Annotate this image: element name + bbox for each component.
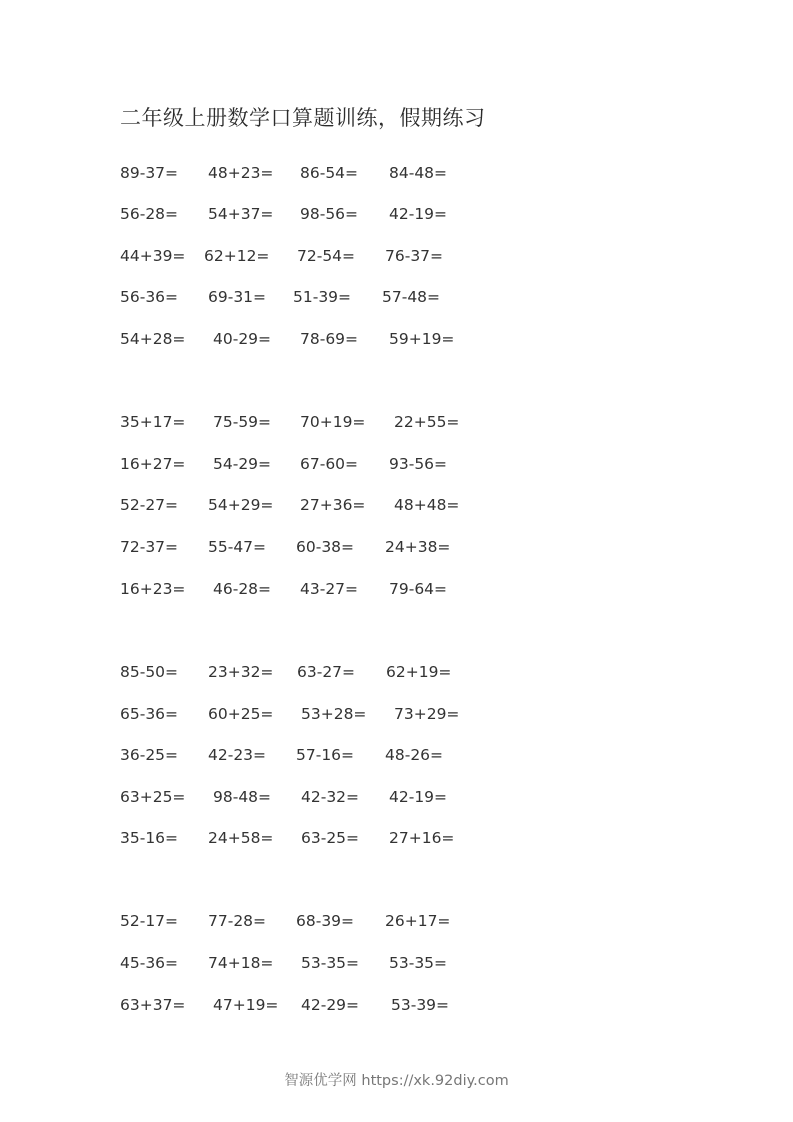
arithmetic-problem: 98-56= (300, 205, 359, 223)
arithmetic-problem: 89-37= (120, 164, 179, 182)
problem-row (0, 493, 793, 517)
arithmetic-problem: 22+55= (394, 413, 460, 431)
arithmetic-problem: 53+28= (301, 705, 367, 723)
arithmetic-problem: 85-50= (120, 663, 179, 681)
arithmetic-problem: 48-26= (385, 746, 444, 764)
problem-row (0, 327, 793, 351)
page-title: 二年级上册数学口算题训练，假期练习 (120, 106, 486, 130)
arithmetic-problem: 57-16= (296, 746, 355, 764)
arithmetic-problem: 72-54= (297, 247, 356, 265)
arithmetic-problem: 73+29= (394, 705, 460, 723)
arithmetic-problem: 53-35= (301, 954, 360, 972)
arithmetic-problem: 48+23= (208, 164, 274, 182)
problem-row (0, 410, 793, 434)
arithmetic-problem: 76-37= (385, 247, 444, 265)
arithmetic-problem: 72-37= (120, 538, 179, 556)
arithmetic-problem: 26+17= (385, 912, 451, 930)
arithmetic-problem: 62+12= (204, 247, 270, 265)
arithmetic-problem: 60+25= (208, 705, 274, 723)
arithmetic-problem: 43-27= (300, 580, 359, 598)
arithmetic-problem: 86-54= (300, 164, 359, 182)
arithmetic-problem: 40-29= (213, 330, 272, 348)
arithmetic-problem: 93-56= (389, 455, 448, 473)
footer-watermark: 智源优学网 https://xk.92diy.com (284, 1073, 509, 1089)
arithmetic-problem: 42-19= (389, 788, 448, 806)
arithmetic-problem: 24+38= (385, 538, 451, 556)
problem-row (0, 161, 793, 185)
arithmetic-problem: 65-36= (120, 705, 179, 723)
arithmetic-problem: 35+17= (120, 413, 186, 431)
arithmetic-problem: 51-39= (293, 288, 352, 306)
problem-row (0, 743, 793, 767)
arithmetic-problem: 56-28= (120, 205, 179, 223)
arithmetic-problem: 54+37= (208, 205, 274, 223)
arithmetic-problem: 70+19= (300, 413, 366, 431)
problem-row (0, 826, 793, 850)
arithmetic-problem: 68-39= (296, 912, 355, 930)
problem-row (0, 993, 793, 1017)
arithmetic-problem: 54+29= (208, 496, 274, 514)
arithmetic-problem: 55-47= (208, 538, 267, 556)
arithmetic-problem: 52-17= (120, 912, 179, 930)
arithmetic-problem: 59+19= (389, 330, 455, 348)
arithmetic-problem: 57-48= (382, 288, 441, 306)
arithmetic-problem: 42-32= (301, 788, 360, 806)
arithmetic-problem: 16+23= (120, 580, 186, 598)
arithmetic-problem: 45-36= (120, 954, 179, 972)
arithmetic-problem: 53-39= (391, 996, 450, 1014)
arithmetic-problem: 63-27= (297, 663, 356, 681)
problem-row (0, 951, 793, 975)
arithmetic-problem: 60-38= (296, 538, 355, 556)
arithmetic-problem: 36-25= (120, 746, 179, 764)
arithmetic-problem: 63+37= (120, 996, 186, 1014)
problem-row (0, 244, 793, 268)
arithmetic-problem: 46-28= (213, 580, 272, 598)
problem-row (0, 452, 793, 476)
arithmetic-problem: 35-16= (120, 829, 179, 847)
arithmetic-problem: 24+58= (208, 829, 274, 847)
arithmetic-problem: 74+18= (208, 954, 274, 972)
arithmetic-problem: 67-60= (300, 455, 359, 473)
problem-row (0, 660, 793, 684)
arithmetic-problem: 42-29= (301, 996, 360, 1014)
arithmetic-problem: 56-36= (120, 288, 179, 306)
arithmetic-problem: 75-59= (213, 413, 272, 431)
arithmetic-problem: 23+32= (208, 663, 274, 681)
arithmetic-problem: 77-28= (208, 912, 267, 930)
arithmetic-problem: 48+48= (394, 496, 460, 514)
arithmetic-problem: 47+19= (213, 996, 279, 1014)
arithmetic-problem: 42-19= (389, 205, 448, 223)
arithmetic-problem: 78-69= (300, 330, 359, 348)
arithmetic-problem: 44+39= (120, 247, 186, 265)
arithmetic-problem: 54-29= (213, 455, 272, 473)
arithmetic-problem: 54+28= (120, 330, 186, 348)
problem-row (0, 535, 793, 559)
arithmetic-problem: 52-27= (120, 496, 179, 514)
problem-row (0, 785, 793, 809)
arithmetic-problem: 69-31= (208, 288, 267, 306)
problem-row (0, 577, 793, 601)
arithmetic-problem: 98-48= (213, 788, 272, 806)
arithmetic-problem: 27+36= (300, 496, 366, 514)
problem-row (0, 285, 793, 309)
arithmetic-problem: 16+27= (120, 455, 186, 473)
problem-row (0, 202, 793, 226)
arithmetic-problem: 63+25= (120, 788, 186, 806)
arithmetic-problem: 62+19= (386, 663, 452, 681)
problem-row (0, 702, 793, 726)
arithmetic-problem: 42-23= (208, 746, 267, 764)
arithmetic-problem: 79-64= (389, 580, 448, 598)
arithmetic-problem: 27+16= (389, 829, 455, 847)
arithmetic-problem: 84-48= (389, 164, 448, 182)
problem-row (0, 909, 793, 933)
arithmetic-problem: 63-25= (301, 829, 360, 847)
arithmetic-problem: 53-35= (389, 954, 448, 972)
